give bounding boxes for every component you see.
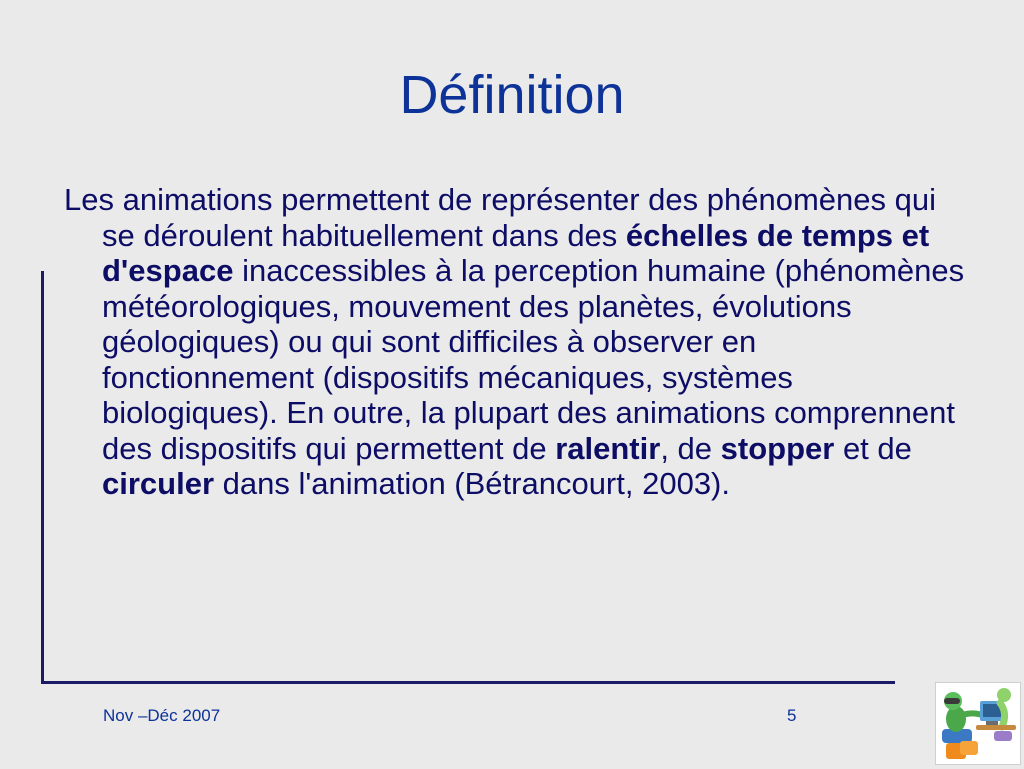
bold-phrase-echelles: échelles de temps et d'espace bbox=[102, 217, 930, 288]
page-number: 5 bbox=[787, 706, 797, 725]
bold-word-stopper: stopper bbox=[720, 430, 835, 466]
footer-date: Nov –Déc 2007 bbox=[103, 706, 221, 725]
frame-left-line bbox=[41, 271, 44, 684]
person-at-computer-clipart-icon bbox=[935, 682, 1021, 765]
body-text-run: et de bbox=[834, 430, 912, 466]
frame-bottom-line bbox=[41, 681, 895, 684]
body-text-run: dans l'animation (Bétrancourt, 2003). bbox=[214, 466, 730, 501]
bold-word-ralentir: ralentir bbox=[555, 430, 661, 466]
slide-body bbox=[64, 182, 974, 502]
body-text-run: Les animations permettent de représenter des phénomènes qui se déroulent habituellement dans des bbox=[64, 182, 936, 253]
body-paragraph bbox=[64, 182, 974, 502]
body-text-run: , de bbox=[660, 430, 721, 466]
body-text-run: inaccessibles à la perception humaine (phénomènes météorologiques, mouvement des planètes, évolutions géologiques) ou qui sont difficiles à observer en fonctionnement (dispositifs mécaniques, systèmes biologiques). En outre, la plupart des animations comprennent des dispositifs qui permettent de bbox=[102, 253, 965, 466]
bold-word-circuler: circuler bbox=[102, 466, 215, 501]
slide-title: Définition bbox=[399, 65, 625, 125]
